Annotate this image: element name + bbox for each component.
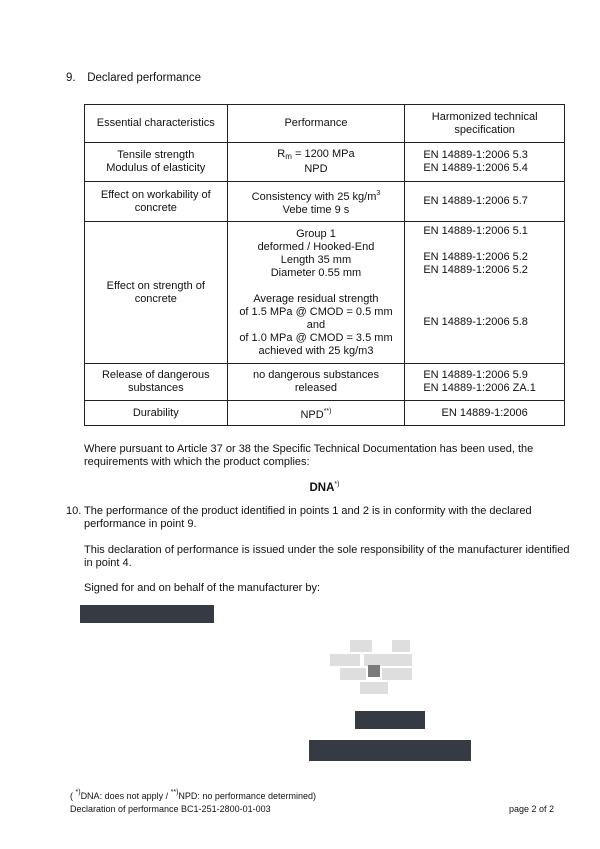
document-reference: Declaration of performance BC1-251-2800-01-003 — [70, 804, 271, 814]
modulus-value: NPD — [304, 163, 328, 175]
table-row-workability — [85, 182, 565, 222]
perf-line: and — [306, 318, 326, 331]
perf-line: Diameter 0.55 mm — [270, 266, 362, 279]
perf-line: deformed / Hooked-End — [257, 240, 375, 253]
page-number: page 2 of 2 — [509, 804, 555, 814]
perf-line: of 1.5 MPa @ CMOD = 0.5 mm — [239, 305, 393, 318]
perf-line: Length 35 mm — [280, 253, 352, 266]
section-10-para2: This declaration of performance is issued under the sole responsibility of the manufacturer identified in point 4. — [84, 544, 570, 569]
header-essential-characteristics: Essential characteristics — [85, 105, 228, 143]
vebe-time-value: Vebe time 9 s — [282, 203, 350, 216]
section-9-heading — [66, 72, 201, 84]
cell-strength-spec — [405, 222, 565, 364]
perf-line: Average residual strength — [253, 292, 379, 305]
section-9-number: 9. — [66, 72, 76, 84]
perf-line: of 1.0 MPa @ CMOD = 3.5 mm — [239, 331, 393, 344]
table-row-strength — [85, 222, 565, 364]
spec-5-4: EN 14889-1:2006 5.4 — [423, 162, 528, 174]
cell-dangerous-spec — [405, 364, 565, 401]
perf-line: Group 1 — [296, 227, 336, 240]
article-paragraph: Where pursuant to Article 37 or 38 the Specific Technical Documentation has been used, the requirements with which the product complies: — [84, 443, 534, 468]
section-9-title: Declared performance — [87, 72, 201, 84]
cell-workability-performance — [227, 182, 405, 222]
blurred-signature — [330, 640, 420, 695]
spec-5-3: EN 14889-1:2006 5.3 — [423, 149, 528, 161]
header-harmonized-spec: Harmonized technical specification — [405, 105, 565, 143]
cell-workability-spec: EN 14889-1:2006 5.7 — [405, 182, 565, 222]
header-performance: Performance — [227, 105, 405, 143]
cell-strength-performance — [227, 222, 405, 364]
section-10-number: 10. — [66, 505, 82, 517]
declared-performance-table — [84, 104, 565, 426]
cell-strength-characteristic: Effect on strength of concrete — [85, 222, 228, 364]
cell-tensile-performance — [227, 143, 405, 182]
spec-za-1: EN 14889-1:2006 ZA.1 — [423, 382, 536, 394]
spec-5-2-a: EN 14889-1:2006 5.2 — [423, 251, 528, 263]
perf-line-gap — [232, 280, 401, 293]
cell-dangerous-performance: no dangerous substances released — [227, 364, 405, 401]
table-row-dangerous — [85, 364, 565, 401]
cell-tensile-characteristics — [85, 143, 228, 182]
cell-dangerous-characteristic: Release of dangerous substances — [85, 364, 228, 401]
modulus-label: Modulus of elasticity — [106, 162, 206, 174]
table-row-durability — [85, 401, 565, 426]
section-10 — [66, 505, 566, 531]
cell-durability-performance: NPD**) — [227, 401, 405, 426]
tensile-strength-label: Tensile strength — [117, 149, 195, 161]
redacted-signer-name — [355, 711, 425, 729]
table-row-tensile — [85, 143, 565, 182]
table-header-row — [85, 105, 565, 143]
dna-statement: DNA*) — [309, 481, 340, 494]
redacted-signer-title — [309, 740, 471, 761]
tensile-value: $R_m = 1200$ MPa — [277, 148, 355, 161]
cell-workability-characteristic: Effect on workability of concrete — [85, 182, 228, 222]
spec-5-2-b: EN 14889-1:2006 5.2 — [423, 264, 528, 276]
perf-line: achieved with 25 kg/m3 — [258, 344, 374, 357]
spec-5-1: EN 14889-1:2006 5.1 — [423, 225, 528, 237]
cell-durability-characteristic: Durability — [85, 401, 228, 426]
section-10-para1: The performance of the product identified in points 1 and 2 is in conformity with the declared performance in point 9. — [84, 505, 532, 530]
spec-5-9: EN 14889-1:2006 5.9 — [423, 369, 528, 381]
section-10-para3: Signed for and on behalf of the manufacturer by: — [84, 582, 321, 594]
cell-durability-spec: EN 14889-1:2006 — [405, 401, 565, 426]
spec-5-8: EN 14889-1:2006 5.8 — [423, 316, 528, 328]
footnote: ( *)DNA: does not apply / **)NPD: no performance determined) — [70, 789, 316, 801]
cell-tensile-spec — [405, 143, 565, 182]
consistency-value: Consistency with 25 $kg/m^3$ — [251, 189, 381, 203]
redacted-name-block — [80, 605, 214, 623]
